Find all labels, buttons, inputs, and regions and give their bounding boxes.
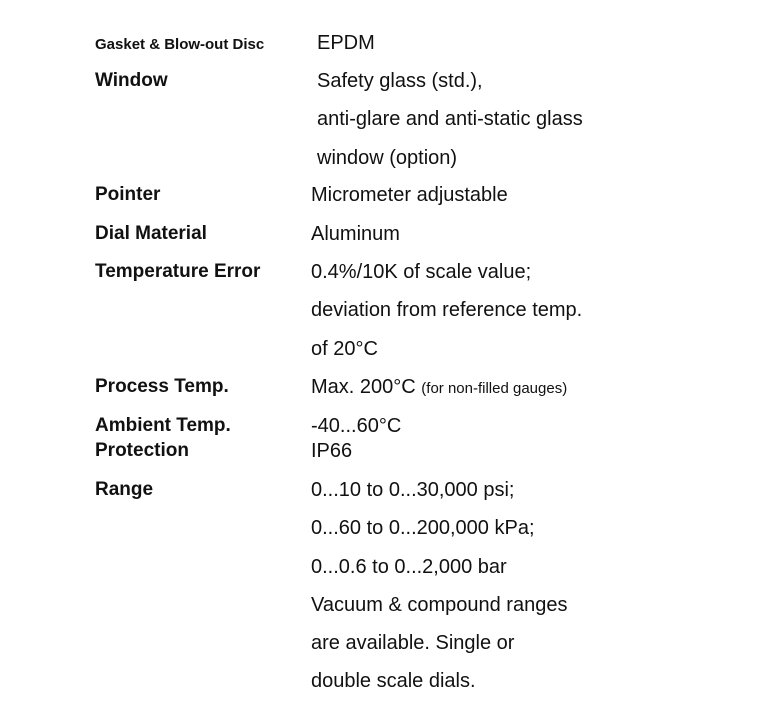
spec-value-line: anti-glare and anti-static glass	[317, 108, 583, 131]
spec-value-range	[311, 479, 567, 709]
spec-label-process-temp: Process Temp.	[95, 376, 229, 397]
process-temp-note: (for non-filled gauges)	[421, 380, 568, 397]
spec-value-temperature-error	[311, 261, 582, 376]
spec-value-line: IP66	[311, 440, 353, 462]
spec-value-line	[311, 376, 567, 414]
spec-label-range: Range	[95, 479, 154, 500]
spec-value-line: 0.4%/10K of scale value;	[311, 261, 532, 283]
spec-value-line: 0...10 to 0...30,000 psi;	[311, 479, 515, 501]
spec-value-line: Aluminum	[311, 223, 400, 245]
spec-value-line: 0...0.6 to 0...2,000 bar	[311, 555, 507, 578]
spec-value-line: Micrometer adjustable	[311, 184, 508, 206]
spec-value-dial-material	[311, 223, 400, 261]
spec-label-ambient-temp: Ambient Temp.	[95, 415, 231, 436]
spec-value-line: 0...60 to 0...200,000 kPa;	[311, 517, 535, 540]
spec-label-dial-material: Dial Material	[95, 223, 207, 244]
spec-value-gasket	[317, 32, 375, 70]
spec-value-line: EPDM	[317, 32, 375, 54]
spec-value-line: deviation from reference temp.	[311, 299, 583, 322]
spec-label-pointer: Pointer	[95, 184, 161, 205]
spec-label-gasket: Gasket & Blow-out Disc	[95, 36, 265, 53]
spec-value-pointer	[311, 184, 508, 222]
spec-label-protection: Protection	[95, 440, 189, 461]
spec-value-line: double scale dials.	[311, 670, 476, 693]
spec-value-line: window (option)	[317, 146, 458, 169]
spec-value-process-temp	[311, 376, 567, 414]
process-temp-max: Max. 200°C	[311, 376, 416, 398]
spec-value-protection	[311, 440, 352, 478]
spec-value-line: are available. Single or	[311, 632, 515, 655]
spec-value-line: of 20°C	[311, 337, 378, 360]
spec-value-line: -40...60°C	[311, 415, 402, 437]
spec-label-window: Window	[95, 70, 168, 91]
spec-value-line: Vacuum & compound ranges	[311, 593, 568, 616]
spec-value-line: Safety glass (std.),	[317, 70, 483, 92]
spec-label-temperature-error: Temperature Error	[95, 261, 261, 282]
spec-value-window	[317, 70, 583, 185]
